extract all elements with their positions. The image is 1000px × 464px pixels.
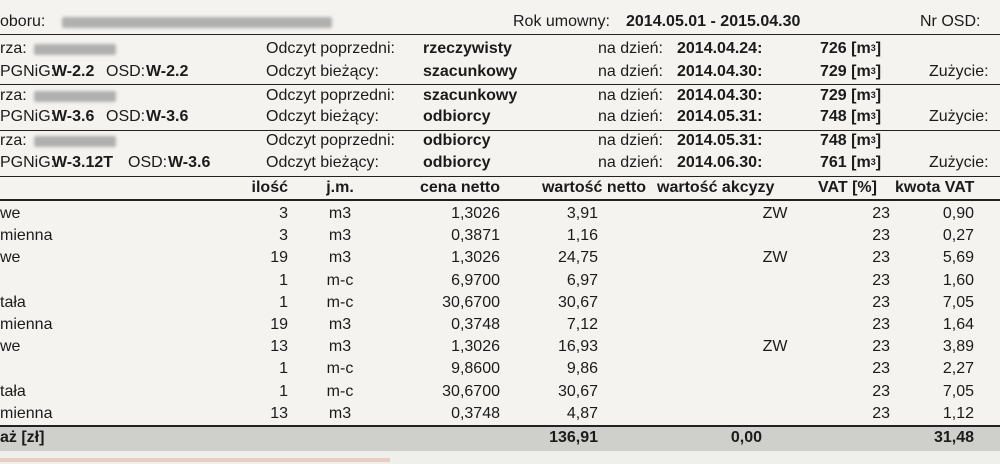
prev-reading-label: Odczyt poprzedni: bbox=[266, 87, 395, 104]
total-excise: 0,00 bbox=[730, 429, 762, 446]
prev-date-label: na dzień: bbox=[598, 87, 663, 104]
prev-date-label: na dzień: bbox=[598, 40, 663, 57]
cell-unit: m3 bbox=[328, 227, 352, 245]
cell-unit: m3 bbox=[328, 249, 352, 267]
total-row bbox=[0, 425, 1000, 453]
cell-vat-pct: 23 bbox=[872, 404, 890, 422]
prev-reading-type: rzeczywisty bbox=[423, 40, 512, 57]
curr-reading-type: szacunkowy bbox=[423, 63, 518, 80]
cell-price: 0,3748 bbox=[451, 316, 500, 333]
cell-qty: 19 bbox=[270, 249, 288, 267]
cell-unit: m-c bbox=[326, 382, 354, 400]
prev-date: 2014.05.31: bbox=[677, 132, 763, 149]
cell-vat-pct: 23 bbox=[872, 227, 890, 245]
col-header-unit: j.m. bbox=[326, 179, 354, 196]
cell-qty: 1 bbox=[279, 382, 288, 400]
total-net: 136,91 bbox=[549, 429, 598, 446]
cell-unit: m-c bbox=[326, 360, 354, 378]
cell-net: 30,67 bbox=[557, 293, 598, 311]
cell-price: 6,9700 bbox=[451, 271, 500, 289]
redacted-client-name bbox=[62, 17, 332, 28]
meter-prefix: rza: bbox=[0, 132, 27, 149]
tariff-osd-label: OSD: bbox=[128, 154, 168, 171]
cell-price: 30,6700 bbox=[442, 382, 500, 400]
cell-net: 9,86 bbox=[566, 360, 598, 378]
prev-reading-type: odbiorcy bbox=[423, 132, 491, 149]
contract-year-value: 2014.05.01 - 2015.04.30 bbox=[626, 13, 801, 30]
tariff-prefix: PGNiG: bbox=[0, 154, 56, 171]
tariff-prefix: PGNiG: bbox=[0, 108, 56, 125]
cell-vat-pct: 23 bbox=[872, 382, 890, 400]
cell-qty: 1 bbox=[279, 293, 288, 311]
tariff-pgnig: W-3.12T bbox=[52, 154, 114, 171]
curr-value: 748 $[m^3]$ bbox=[820, 108, 882, 125]
prev-value: 729 $[m^3]$ bbox=[820, 87, 882, 104]
cell-qty: 19 bbox=[270, 316, 288, 333]
meter-prefix: rza: bbox=[0, 87, 27, 104]
curr-date-label: na dzień: bbox=[598, 154, 663, 171]
meter-prefix: rza: bbox=[0, 40, 27, 57]
curr-reading-label: Odczyt bieżący: bbox=[266, 108, 379, 125]
tariff-osd-label: OSD: bbox=[106, 63, 146, 80]
tariff-osd-label: OSD: bbox=[106, 108, 146, 125]
cell-vat-pct: 23 bbox=[872, 271, 890, 289]
cell-vat-pct: 23 bbox=[872, 249, 890, 267]
cell-net: 7,12 bbox=[566, 316, 598, 333]
divider bbox=[0, 176, 1000, 177]
cell-qty: 3 bbox=[279, 227, 288, 245]
cell-price: 1,3026 bbox=[451, 249, 500, 267]
tariff-osd: W-2.2 bbox=[146, 63, 189, 80]
prev-value: 748 $[m^3]$ bbox=[820, 132, 882, 149]
tariff-prefix: PGNiG: bbox=[0, 63, 56, 80]
cell-vat-amt: 1,64 bbox=[942, 316, 974, 333]
cell-qty: 13 bbox=[270, 338, 288, 356]
redacted-meter-number bbox=[34, 91, 116, 102]
nr-osd-label: Nr OSD: bbox=[920, 13, 981, 30]
cell-price: 9,8600 bbox=[451, 360, 500, 378]
redacted-meter-number bbox=[34, 136, 116, 147]
cell-vat-amt: 5,69 bbox=[942, 249, 974, 267]
cell-net: 1,16 bbox=[566, 227, 598, 245]
total-vat: 31,48 bbox=[933, 429, 974, 446]
cell-vat-amt: 3,89 bbox=[942, 338, 974, 356]
curr-date-label: na dzień: bbox=[598, 108, 663, 125]
divider bbox=[0, 84, 1000, 85]
curr-reading-label: Odczyt bieżący: bbox=[266, 154, 379, 171]
prev-value: 726 $[m^3]$ bbox=[820, 40, 882, 57]
cell-net: 30,67 bbox=[557, 382, 598, 400]
cell-vat-amt: 0,27 bbox=[942, 227, 974, 245]
usage-label: Zużycie: bbox=[929, 108, 989, 125]
cell-unit: m-c bbox=[326, 271, 354, 289]
prev-reading-label: Odczyt poprzedni: bbox=[266, 40, 395, 57]
tariff-osd: W-3.6 bbox=[168, 154, 211, 171]
curr-date: 2014.05.31: bbox=[677, 108, 763, 125]
cell-name: mienna bbox=[0, 316, 53, 333]
cell-vat-amt: 2,27 bbox=[942, 360, 974, 378]
curr-date: 2014.04.30: bbox=[677, 63, 763, 80]
cell-name: we bbox=[0, 205, 21, 222]
decorative-strip bbox=[0, 458, 390, 462]
cell-excise: ZW bbox=[762, 249, 788, 267]
cell-net: 16,93 bbox=[557, 338, 598, 356]
cell-vat-pct: 23 bbox=[872, 316, 890, 333]
prev-date: 2014.04.30: bbox=[677, 87, 763, 104]
cell-qty: 3 bbox=[279, 205, 288, 222]
cell-price: 0,3871 bbox=[451, 227, 500, 245]
cell-vat-pct: 23 bbox=[872, 338, 890, 356]
cell-price: 1,3026 bbox=[451, 205, 500, 222]
usage-label: Zużycie: bbox=[929, 154, 989, 171]
cell-unit: m3 bbox=[328, 205, 352, 222]
odbioru-label: oboru: bbox=[0, 13, 46, 30]
cell-name: tała bbox=[0, 293, 26, 311]
curr-reading-type: odbiorcy bbox=[423, 108, 491, 125]
contract-year-label: Rok umowny: bbox=[513, 13, 610, 30]
prev-reading-type: szacunkowy bbox=[423, 87, 518, 104]
curr-date: 2014.06.30: bbox=[677, 154, 763, 171]
cell-vat-amt: 7,05 bbox=[942, 382, 974, 400]
cell-excise: ZW bbox=[762, 338, 788, 356]
col-header-qty: ilość bbox=[251, 179, 288, 196]
total-label: aż [zł] bbox=[0, 429, 45, 446]
prev-date-label: na dzień: bbox=[598, 132, 663, 149]
cell-net: 4,87 bbox=[566, 404, 598, 422]
curr-value: 761 $[m^3]$ bbox=[820, 154, 882, 171]
curr-reading-label: Odczyt bieżący: bbox=[266, 63, 379, 80]
col-header-net: wartość netto bbox=[541, 179, 646, 196]
cell-unit: m-c bbox=[326, 293, 354, 311]
tariff-osd: W-3.6 bbox=[146, 108, 189, 125]
cell-price: 30,6700 bbox=[442, 293, 500, 311]
prev-date: 2014.04.24: bbox=[677, 40, 763, 57]
cell-excise: ZW bbox=[762, 205, 788, 222]
cell-vat-amt: 1,12 bbox=[942, 404, 974, 422]
curr-date-label: na dzień: bbox=[598, 63, 663, 80]
col-header-price: cena netto bbox=[419, 179, 500, 196]
cell-vat-amt: 1,60 bbox=[942, 271, 974, 289]
cell-net: 3,91 bbox=[566, 205, 598, 222]
cell-unit: m3 bbox=[328, 316, 352, 333]
curr-value: 729 $[m^3]$ bbox=[820, 63, 882, 80]
cell-vat-amt: 0,90 bbox=[942, 205, 974, 222]
cell-name: mienna bbox=[0, 227, 53, 245]
cell-name: tała bbox=[0, 382, 26, 400]
table-header-divider bbox=[0, 199, 1000, 201]
cell-unit: m3 bbox=[328, 338, 352, 356]
cell-vat-pct: 23 bbox=[872, 360, 890, 378]
cell-name: we bbox=[0, 338, 21, 356]
col-header-vat-pct: VAT [%] bbox=[818, 179, 877, 196]
cell-name: we bbox=[0, 249, 21, 267]
col-header-excise: wartość akcyzy bbox=[657, 179, 775, 196]
cell-unit: m3 bbox=[328, 404, 352, 422]
redacted-meter-number bbox=[34, 44, 116, 55]
cell-qty: 1 bbox=[279, 360, 288, 378]
tariff-pgnig: W-2.2 bbox=[52, 63, 95, 80]
cell-net: 6,97 bbox=[566, 271, 598, 289]
cell-qty: 1 bbox=[279, 271, 288, 289]
cell-net: 24,75 bbox=[557, 249, 598, 267]
divider bbox=[0, 34, 1000, 35]
cell-price: 0,3748 bbox=[451, 404, 500, 422]
tariff-pgnig: W-3.6 bbox=[52, 108, 95, 125]
cell-qty: 13 bbox=[270, 404, 288, 422]
cell-price: 1,3026 bbox=[451, 338, 500, 356]
cell-vat-amt: 7,05 bbox=[942, 293, 974, 311]
cell-vat-pct: 23 bbox=[872, 205, 890, 222]
prev-reading-label: Odczyt poprzedni: bbox=[266, 132, 395, 149]
cell-name: mienna bbox=[0, 404, 53, 422]
usage-label: Zużycie: bbox=[929, 63, 989, 80]
col-header-vat-amt: kwota VAT bbox=[895, 179, 975, 196]
cell-vat-pct: 23 bbox=[872, 293, 890, 311]
curr-reading-type: odbiorcy bbox=[423, 154, 491, 171]
